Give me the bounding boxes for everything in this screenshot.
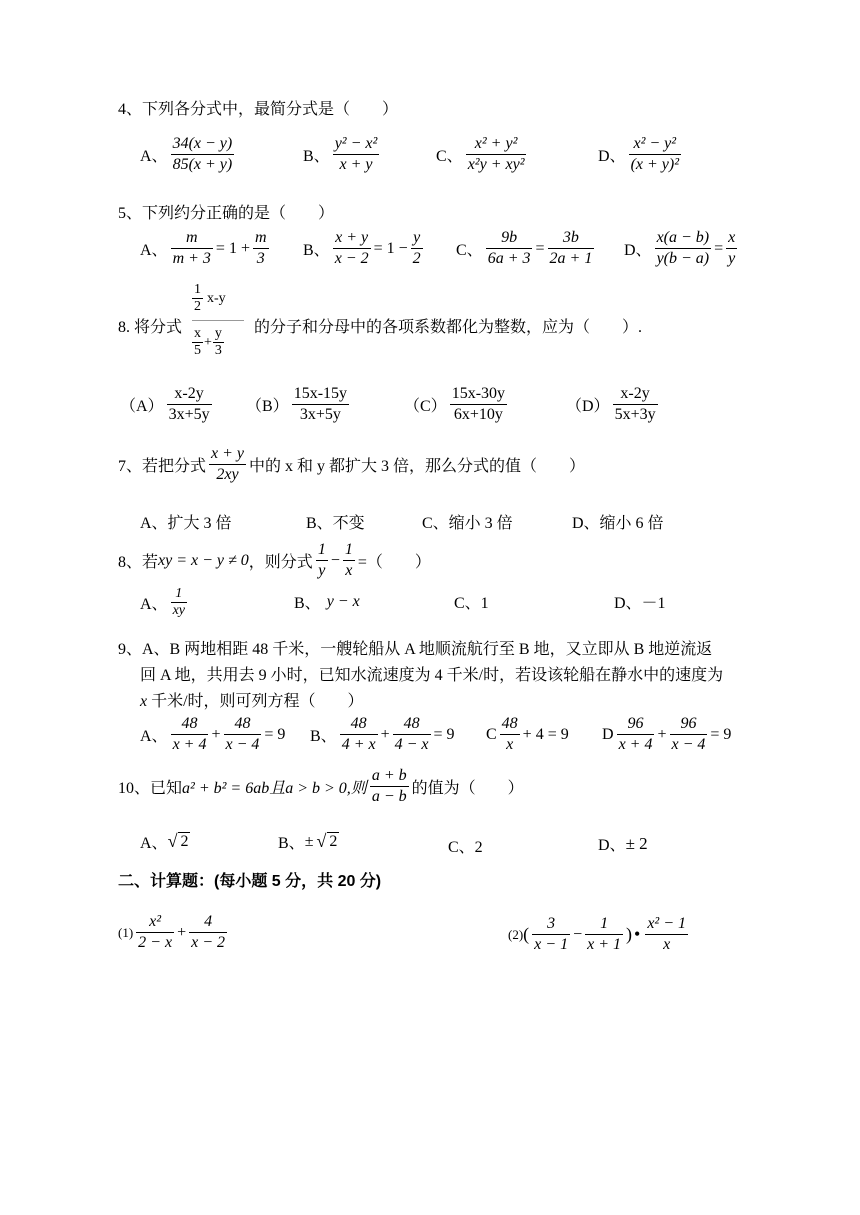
fraction	[171, 134, 235, 175]
fraction	[450, 384, 507, 425]
numerator-rest: x-y	[207, 290, 226, 306]
fraction	[617, 714, 655, 755]
fraction	[171, 586, 187, 619]
equals-9: = 9	[264, 725, 286, 743]
q8a-suffix: 的分子和分母中的各项系数都化为整数，应为（ ）.	[254, 319, 643, 336]
numerator: x + y	[209, 444, 246, 465]
q9-option-a	[140, 714, 285, 755]
fraction	[253, 228, 269, 269]
denominator: y	[728, 250, 736, 267]
numerator: 1	[194, 282, 201, 297]
problem-label: (2)	[508, 926, 524, 942]
q9-line3	[140, 688, 364, 711]
fraction	[411, 228, 423, 269]
equals: = 1 +	[215, 239, 250, 257]
option-b: B、	[303, 148, 330, 165]
equals-9: = 9	[433, 725, 455, 743]
option-c: C、	[436, 148, 463, 165]
fraction	[292, 384, 349, 425]
numerator: x²	[136, 912, 174, 933]
q7-option-b: B、不变	[306, 515, 365, 532]
q7-stem	[118, 444, 585, 485]
q10-option-b	[278, 830, 339, 853]
q8a-option-c	[404, 384, 510, 425]
equals-9: = 9	[710, 725, 732, 743]
fraction	[726, 228, 737, 269]
numerator: m	[253, 228, 269, 249]
q8a-option-b	[246, 384, 352, 425]
numerator: 48	[224, 714, 262, 735]
q9-line2: 回 A 地，共用去 9 小时，已知水流速度为 4 千米/时，若设该轮船在静水中的速度为	[140, 667, 724, 684]
denominator: x + 4	[172, 736, 207, 753]
option-a: A、	[140, 728, 168, 745]
q4-options	[140, 134, 237, 175]
q8-suffix: =（ ）	[357, 554, 431, 571]
option-d: D、	[598, 148, 626, 165]
denominator: 3	[256, 250, 265, 267]
option-a: A、	[140, 148, 168, 165]
numerator: 34(x − y)	[171, 134, 235, 155]
fraction	[136, 912, 174, 953]
q9-line3-text: 千米/时，则可列方程（ ）	[147, 693, 364, 710]
numerator: 15x-15y	[292, 384, 349, 405]
q9-line1: 9、A、B 两地相距 48 千米，一艘轮船从 A 地顺流航行至 B 地，又立即从 B 地逆流返	[118, 641, 713, 658]
fraction	[629, 134, 681, 175]
radicand: 2	[180, 833, 189, 850]
numerator: x	[194, 326, 201, 341]
option-c: C、	[456, 242, 483, 259]
option-d: D	[602, 725, 614, 743]
complex-numerator	[192, 282, 226, 315]
q5-option-d	[624, 228, 740, 269]
problem-2	[508, 914, 691, 955]
fraction	[209, 444, 246, 485]
denominator: x + 4	[618, 736, 653, 753]
option-a: A、	[140, 835, 168, 852]
option-b: B、	[294, 595, 321, 612]
numerator: 96	[617, 714, 655, 735]
fraction	[343, 540, 355, 581]
numerator: 1	[343, 540, 355, 561]
denominator: 85(x + y)	[172, 156, 233, 173]
denominator: (x + y)²	[630, 156, 680, 173]
plus-minus: ±	[304, 832, 314, 850]
left-paren: (	[523, 924, 530, 944]
fraction	[224, 714, 262, 755]
q8-stem	[118, 540, 431, 581]
fraction	[500, 714, 520, 755]
q4-option-b	[303, 134, 382, 175]
q8a-prefix: 8. 将分式	[118, 319, 183, 336]
option-d-value: ± 2	[625, 833, 648, 853]
denominator: 3	[214, 343, 222, 358]
multiply-dot: •	[634, 924, 641, 944]
denominator: x	[663, 936, 671, 953]
plus: +	[657, 725, 667, 743]
q8a-option-a	[120, 384, 215, 425]
numerator: 48	[393, 714, 431, 735]
denominator: x	[345, 562, 353, 579]
q10-stem	[118, 766, 524, 807]
q9-option-c	[486, 714, 569, 755]
fraction	[548, 228, 595, 269]
denominator: x	[506, 736, 514, 753]
numerator: y	[214, 326, 222, 341]
complex-fraction	[192, 282, 244, 370]
q5-stem: 5、下列约分正确的是（ ）	[118, 205, 335, 222]
denominator: a − b	[371, 788, 407, 805]
q5-option-a	[140, 228, 272, 269]
minus: −	[330, 551, 340, 569]
q10-option-c: C、2	[448, 839, 483, 856]
numerator: x-2y	[613, 384, 658, 405]
option-b: （B）	[246, 398, 289, 415]
q10-option-a	[140, 830, 190, 853]
fraction	[613, 384, 658, 425]
fraction	[189, 912, 227, 953]
x-over-5	[192, 326, 203, 359]
numerator: x² − y²	[629, 134, 681, 155]
plus: +	[204, 334, 212, 350]
plus: +	[177, 923, 187, 941]
q8-option-d: D、－1	[614, 595, 666, 612]
denominator: 2xy	[216, 466, 239, 483]
problem-1	[118, 912, 230, 953]
fraction	[655, 228, 712, 269]
fraction	[171, 228, 213, 269]
right-paren: )	[626, 924, 633, 944]
denominator: 2 − x	[138, 934, 173, 951]
q10-option-d	[598, 832, 648, 855]
numerator: 1	[316, 540, 328, 561]
numerator: 4	[189, 912, 227, 933]
plus: +	[380, 725, 390, 743]
option-d: （D）	[566, 398, 610, 415]
sqrt-icon: √	[316, 831, 327, 851]
denominator: 3x+5y	[168, 406, 210, 423]
numerator: x(a − b)	[655, 228, 712, 249]
option-d: D、	[624, 242, 652, 259]
option-b: B、	[278, 835, 305, 852]
denominator: x − 4	[671, 736, 706, 753]
fraction	[670, 714, 708, 755]
equals: =	[714, 239, 724, 257]
fraction	[167, 384, 212, 425]
denominator: x − 4	[225, 736, 260, 753]
option-a: （A）	[120, 398, 164, 415]
y-over-3	[213, 326, 224, 359]
denominator: 2	[412, 250, 421, 267]
numerator: 3b	[548, 228, 595, 249]
condition: xy = x − y ≠ 0	[158, 551, 249, 569]
minus: −	[573, 925, 583, 943]
q4-option-c	[436, 134, 529, 175]
fraction	[340, 714, 378, 755]
denominator: m + 3	[172, 250, 211, 267]
numerator: x + y	[333, 228, 371, 249]
fraction	[393, 714, 431, 755]
fraction	[466, 134, 527, 175]
numerator: x² + y²	[466, 134, 527, 155]
numerator: 3	[532, 914, 570, 935]
q8-mid: ，则分式	[248, 554, 313, 571]
q8a-option-d	[566, 384, 661, 425]
denominator: 6a + 3	[487, 250, 531, 267]
q7-option-a: A、扩大 3 倍	[140, 515, 232, 532]
fraction	[585, 914, 623, 955]
q8-option-a	[140, 586, 190, 619]
fraction	[316, 540, 328, 581]
half-fraction	[192, 282, 203, 315]
numerator: x² − 1	[645, 914, 688, 935]
q7-prefix: 7、若把分式	[118, 458, 207, 475]
denominator: 2a + 1	[549, 250, 593, 267]
fraction	[171, 714, 209, 755]
numerator: 9b	[486, 228, 533, 249]
denominator: x + y	[339, 156, 373, 173]
denominator: 4 + x	[341, 736, 376, 753]
option-b: B、	[310, 728, 337, 745]
option-a: A、	[140, 596, 168, 613]
denominator: y(b − a)	[656, 250, 710, 267]
q8-option-c: C、1	[454, 595, 489, 612]
numerator: 15x-30y	[450, 384, 507, 405]
equals: =	[535, 239, 545, 257]
denominator: x²y + xy²	[467, 156, 525, 173]
numerator: x	[726, 228, 737, 249]
option-b: B、	[303, 242, 330, 259]
q9-option-d	[602, 714, 731, 755]
denominator: x − 2	[334, 250, 369, 267]
denominator: xy	[172, 603, 185, 618]
fraction	[645, 914, 688, 955]
radicand: 2	[329, 833, 338, 850]
q4-stem: 4、下列各分式中，最简分式是（ ）	[118, 101, 399, 118]
numerator: 1	[585, 914, 623, 935]
q7-option-d: D、缩小 6 倍	[572, 515, 664, 532]
numerator: x-2y	[167, 384, 212, 405]
denominator: 4 − x	[394, 736, 429, 753]
equals: = 1 −	[373, 239, 408, 257]
denominator: 2	[194, 299, 201, 314]
option-c: （C）	[404, 398, 447, 415]
numerator: y	[411, 228, 423, 249]
q5-option-b	[303, 228, 426, 269]
option-c: C	[486, 725, 497, 743]
q7-suffix: 中的 x 和 y 都扩大 3 倍，那么分式的值（ ）	[249, 458, 586, 475]
problem-label: (1)	[118, 924, 134, 940]
condition: a² + b² = 6ab且a > b > 0,则	[182, 780, 367, 797]
fraction	[486, 228, 533, 269]
numerator: a + b	[370, 766, 409, 787]
plus: +	[211, 725, 221, 743]
denominator: 5	[194, 343, 201, 358]
q4-option-d	[598, 134, 684, 175]
option-d: D、	[598, 837, 626, 854]
numerator: 1	[171, 586, 187, 603]
q8-prefix: 8、若	[118, 554, 159, 571]
denominator: 3x+5y	[299, 406, 341, 423]
q8-option-b	[294, 590, 360, 613]
denominator: 6x+10y	[453, 406, 503, 423]
complex-denominator	[192, 326, 224, 359]
denominator: x − 1	[534, 936, 569, 953]
numerator: m	[171, 228, 213, 249]
q7-option-c: C、缩小 3 倍	[422, 515, 513, 532]
fraction	[333, 228, 371, 269]
denominator: y	[318, 562, 326, 579]
q9-option-b	[310, 714, 455, 755]
section-title: 二、计算题：(每小题 5 分，共 20 分)	[118, 873, 382, 890]
denominator: 5x+3y	[614, 406, 656, 423]
numerator: 48	[500, 714, 520, 735]
plus-4-equals-9: + 4 = 9	[522, 725, 569, 743]
fraction	[370, 766, 409, 807]
q5-option-c	[456, 228, 597, 269]
numerator: 48	[171, 714, 209, 735]
fraction	[333, 134, 380, 175]
variable-x: x	[140, 693, 148, 710]
option-a: A、	[140, 242, 168, 259]
q10-prefix: 10、已知	[118, 780, 183, 797]
fraction	[532, 914, 570, 955]
sqrt-icon: √	[167, 831, 178, 851]
denominator: x + 1	[587, 936, 622, 953]
main-fraction-bar	[192, 320, 244, 321]
numerator: y² − x²	[333, 134, 380, 155]
option-b-value: y − x	[326, 592, 360, 610]
numerator: 96	[670, 714, 708, 735]
q10-suffix: 的值为（ ）	[411, 780, 524, 797]
denominator: x − 2	[191, 934, 226, 951]
numerator: 48	[340, 714, 378, 735]
